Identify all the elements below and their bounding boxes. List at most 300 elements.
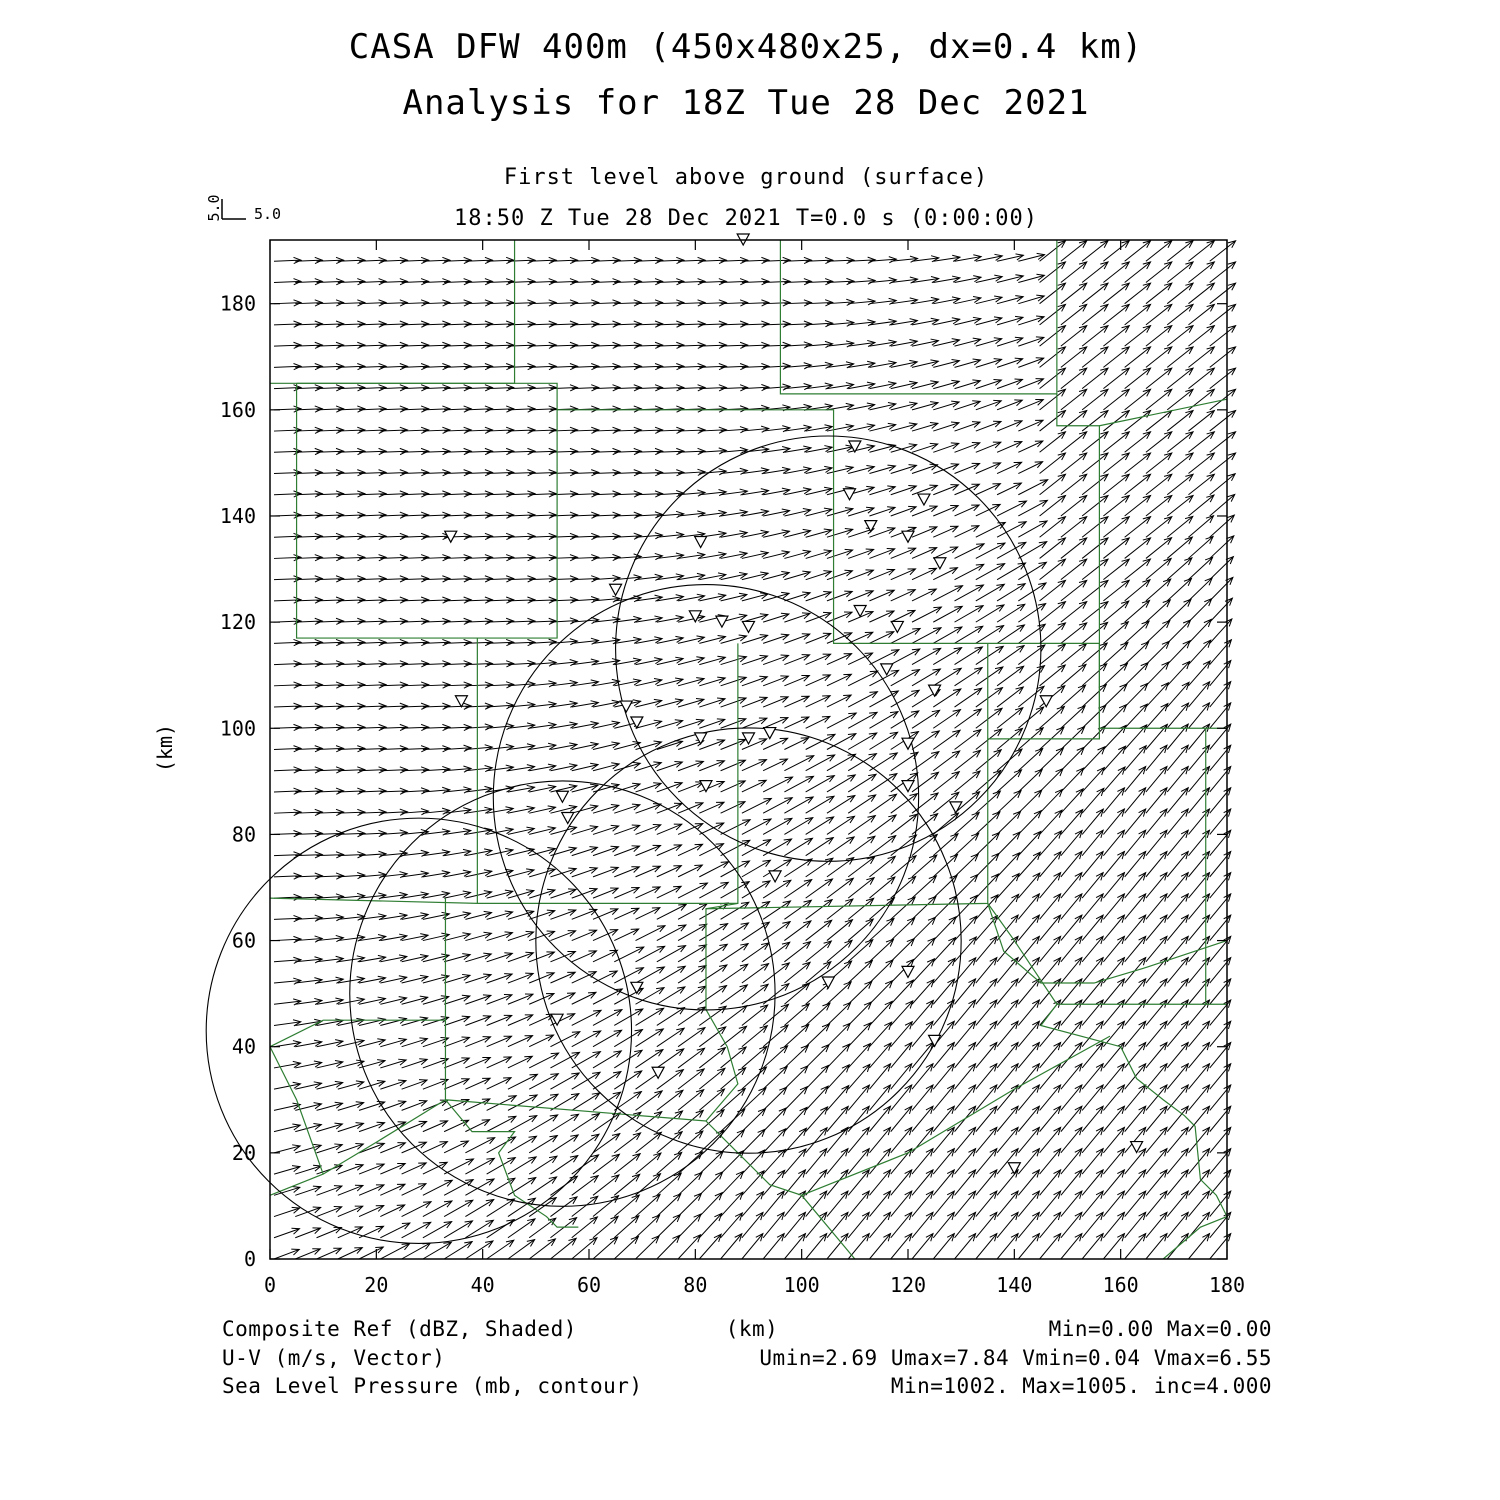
wind-vector <box>976 1000 997 1025</box>
wind-vector <box>1125 600 1150 622</box>
wind-vector <box>763 738 788 749</box>
wind-vector <box>827 1127 848 1152</box>
x-tick-label: 140 <box>996 1273 1033 1297</box>
wind-vector <box>763 697 788 707</box>
wind-vector <box>1188 661 1210 686</box>
wind-vector-head <box>528 1157 536 1163</box>
wind-vector-head <box>634 1071 642 1078</box>
wind-vector <box>848 1002 871 1025</box>
wind-vector-head <box>783 860 791 867</box>
wind-vector <box>1061 1085 1082 1110</box>
wind-vector <box>891 1234 912 1259</box>
wind-vector <box>1146 621 1170 644</box>
wind-vector <box>1082 622 1107 643</box>
wind-vector <box>1125 809 1146 834</box>
wind-vector-head <box>1037 624 1045 631</box>
wind-vector <box>997 1021 1018 1046</box>
wind-vector <box>1082 495 1108 515</box>
wind-vector <box>806 1212 827 1237</box>
wind-vector <box>1188 894 1209 919</box>
wind-vector <box>1061 1043 1082 1068</box>
y-tick-label: 80 <box>231 822 256 847</box>
wind-vector <box>1040 1234 1061 1259</box>
wind-vector <box>1146 517 1172 537</box>
wind-vector <box>1040 936 1061 961</box>
wind-vector <box>1188 745 1209 770</box>
wind-vector <box>699 1089 724 1110</box>
wind-vector <box>891 1170 912 1195</box>
wind-vector <box>912 1191 933 1216</box>
wind-vector-head <box>486 1200 494 1206</box>
wind-vector <box>997 1191 1018 1216</box>
wind-vector <box>1061 789 1083 813</box>
wind-vector <box>444 1120 469 1131</box>
wind-vector <box>997 442 1022 453</box>
wind-vector-head <box>825 838 833 845</box>
wind-vector <box>1103 241 1129 261</box>
wind-vector <box>1210 411 1236 431</box>
wind-vector <box>1018 1000 1039 1025</box>
wind-vector <box>1040 894 1061 919</box>
wind-vector <box>1103 1170 1124 1195</box>
wind-vector <box>1103 873 1124 898</box>
wind-vector <box>848 919 873 940</box>
wind-vector <box>1167 873 1188 898</box>
wind-vector <box>976 1170 997 1195</box>
wind-vector <box>1125 432 1151 452</box>
wind-vector-head <box>847 816 855 823</box>
wind-vector-head <box>912 670 920 676</box>
wind-vector <box>657 1152 682 1174</box>
wind-vector <box>955 1085 976 1110</box>
wind-vector-head <box>656 1008 664 1015</box>
footer-field2-label: U-V (m/s, Vector) <box>222 1346 446 1370</box>
wind-vector <box>784 1107 806 1131</box>
wind-vector <box>955 1127 976 1152</box>
wind-vector <box>827 695 851 707</box>
wind-vector <box>1210 474 1235 495</box>
wind-vector <box>1210 453 1236 473</box>
wind-vector <box>593 971 617 983</box>
wind-vector <box>1125 788 1146 813</box>
wind-vector <box>976 979 997 1004</box>
wind-vector <box>1040 1170 1061 1195</box>
wind-vector <box>955 688 982 707</box>
wind-vector <box>1188 368 1214 388</box>
wind-vector <box>1167 662 1189 686</box>
wind-vector <box>1103 474 1129 494</box>
wind-vector <box>1040 1127 1061 1152</box>
wind-vector-head <box>762 881 770 887</box>
wind-vector <box>891 1106 912 1131</box>
wind-vector <box>869 960 893 983</box>
wind-vector <box>1210 494 1235 516</box>
wind-vector <box>1125 538 1151 558</box>
wind-vector <box>1040 262 1066 282</box>
wind-vector <box>1040 748 1064 771</box>
wind-vector <box>976 1191 997 1216</box>
wind-vector-head <box>804 900 812 907</box>
wind-vector <box>1146 745 1167 770</box>
radar-site-marker <box>934 558 946 569</box>
wind-vector <box>869 1085 890 1110</box>
wind-vector <box>1061 894 1082 919</box>
wind-vector-head <box>591 1114 599 1121</box>
wind-vector <box>1188 326 1214 346</box>
wind-vector-head <box>465 1221 473 1227</box>
wind-vector <box>1082 1085 1103 1110</box>
wind-vector <box>1167 936 1188 961</box>
wind-vector <box>827 1003 851 1026</box>
wind-vector-head <box>443 1242 451 1248</box>
wind-vector <box>1103 851 1124 876</box>
wind-vector <box>678 1214 701 1238</box>
wind-vector <box>827 982 851 1004</box>
wind-vector-head <box>655 1050 663 1057</box>
wind-vector <box>997 483 1021 495</box>
wind-vector <box>827 1023 850 1046</box>
wind-vector <box>1040 873 1061 898</box>
wind-vector <box>317 1228 342 1238</box>
wind-vector <box>721 1151 744 1174</box>
wind-vector <box>593 1237 618 1259</box>
wind-vector-head <box>932 669 940 675</box>
wind-vector <box>1040 1085 1061 1110</box>
wind-vector <box>359 1247 383 1259</box>
wind-vector <box>678 1193 701 1216</box>
wind-vector <box>1103 979 1124 1004</box>
wind-vector <box>614 1195 639 1216</box>
wind-vector <box>1061 873 1082 898</box>
wind-vector <box>891 980 914 1004</box>
wind-vector <box>933 1106 954 1131</box>
wind-vector <box>1061 411 1087 431</box>
wind-vector <box>912 527 937 537</box>
wind-vector <box>933 1064 954 1089</box>
wind-vector <box>1040 852 1061 877</box>
wind-vector <box>1061 747 1084 770</box>
wind-vector <box>699 1151 723 1174</box>
wind-vector <box>976 1127 997 1152</box>
wind-vector <box>1103 283 1129 303</box>
wind-vector <box>1188 830 1209 855</box>
wind-vector <box>1082 894 1103 919</box>
wind-vector-head <box>826 776 834 782</box>
wind-vector <box>465 1120 489 1132</box>
wind-vector <box>1061 432 1087 452</box>
wind-vector-head <box>848 754 856 760</box>
wind-vector <box>1188 1043 1209 1068</box>
wind-vector <box>1082 559 1108 579</box>
wind-vector <box>933 526 958 537</box>
wind-vector <box>1040 283 1066 303</box>
wind-vector <box>806 716 830 728</box>
title-line-2: Analysis for 18Z Tue 28 Dec 2021 <box>402 83 1090 123</box>
wind-vector <box>1082 936 1103 961</box>
wind-vector <box>1018 852 1040 877</box>
wind-vector <box>997 1064 1018 1089</box>
wind-vector <box>1125 851 1146 876</box>
wind-vector <box>1103 1191 1124 1216</box>
wind-vector <box>1210 326 1236 346</box>
wind-vector-head <box>613 1051 621 1057</box>
wind-vector <box>1103 1085 1124 1110</box>
wind-vector-head <box>591 1155 599 1162</box>
time-label: 18:50 Z Tue 28 Dec 2021 T=0.0 s (0:00:00) <box>453 206 1039 231</box>
wind-vector <box>869 1234 890 1259</box>
wind-vector <box>295 1249 320 1259</box>
wind-vector <box>1125 283 1151 303</box>
wind-vector <box>1082 1127 1103 1152</box>
radar-site-marker <box>902 966 914 977</box>
wind-vector <box>1167 453 1193 473</box>
wind-vector <box>955 979 976 1004</box>
wind-vector <box>1167 915 1188 940</box>
wind-vector <box>1167 283 1193 303</box>
wind-vector <box>742 1171 764 1195</box>
wind-vector <box>955 1000 976 1025</box>
wind-vector <box>1125 1085 1146 1110</box>
wind-vector <box>784 1024 808 1046</box>
wind-vector <box>1040 241 1066 261</box>
wind-vector-head <box>676 1049 684 1056</box>
wind-vector <box>1188 536 1213 558</box>
wind-vector-head <box>464 1242 472 1249</box>
wind-vector <box>1146 894 1167 919</box>
wind-vector <box>1082 643 1107 664</box>
wind-vector <box>1082 411 1108 431</box>
wind-vector-head <box>485 1241 493 1248</box>
wind-vector <box>1103 495 1129 515</box>
wind-vector <box>976 1149 997 1174</box>
wind-vector <box>1125 1043 1146 1068</box>
wind-vector <box>1146 915 1167 940</box>
wind-vector-head <box>782 922 790 929</box>
wind-vector <box>806 675 831 686</box>
wind-vector <box>1210 598 1233 622</box>
wind-vector <box>1082 1234 1103 1259</box>
wind-vector <box>912 959 934 983</box>
wind-vector <box>1210 283 1236 303</box>
wind-vector <box>1125 1106 1146 1131</box>
wind-vector <box>721 1171 744 1195</box>
wind-vector <box>1167 745 1188 770</box>
wind-vector <box>912 1170 933 1195</box>
wind-vector-head <box>465 1200 473 1206</box>
wind-vector <box>1061 623 1087 643</box>
wind-vector <box>955 505 980 516</box>
wind-vector <box>1103 1127 1124 1152</box>
wind-vector <box>1146 304 1172 324</box>
wind-vector <box>678 865 702 877</box>
wind-vector <box>1061 1191 1082 1216</box>
wind-vector-head <box>890 712 898 718</box>
wind-vector <box>614 888 639 899</box>
wind-vector <box>1188 304 1214 324</box>
wind-vector-head <box>974 688 982 695</box>
wind-vector <box>1061 517 1087 537</box>
x-tick-label: 100 <box>783 1273 820 1297</box>
wind-vector <box>784 1234 805 1259</box>
wind-vector <box>912 938 935 962</box>
wind-vector <box>742 1088 766 1111</box>
wind-vector <box>699 844 723 856</box>
wind-vector-head <box>1038 562 1046 569</box>
title-line-1: CASA DFW 400m (450x480x25, dx=0.4 km) <box>348 27 1144 67</box>
radar-site-marker <box>1008 1163 1020 1174</box>
radar-site-marker <box>556 791 568 802</box>
wind-vector-head <box>592 1072 600 1078</box>
radar-site-marker <box>950 802 962 813</box>
wind-vector <box>1040 517 1066 537</box>
wind-vector <box>1146 683 1168 707</box>
wind-vector <box>1040 915 1061 940</box>
wind-vector <box>955 1064 976 1089</box>
wind-vector <box>848 1106 869 1131</box>
wind-vector <box>1188 958 1209 983</box>
radar-site-marker <box>929 1035 941 1046</box>
wind-vector <box>1082 768 1104 792</box>
wind-vector <box>1103 1106 1124 1131</box>
wind-vector <box>869 1170 890 1195</box>
wind-vector <box>848 1212 869 1237</box>
wind-vector <box>891 897 915 919</box>
y-tick-label: 180 <box>219 291 256 316</box>
wind-vector <box>806 1024 830 1047</box>
wind-vector <box>657 1194 681 1217</box>
wind-vector <box>657 1235 680 1259</box>
radar-site-marker <box>695 733 707 744</box>
wind-vector <box>1146 368 1172 388</box>
wind-vector <box>784 900 811 919</box>
wind-vector <box>1082 241 1108 261</box>
wind-vector <box>1146 1149 1167 1174</box>
wind-vector <box>891 1064 912 1089</box>
wind-vector <box>1082 1149 1103 1174</box>
wind-vector <box>1188 241 1214 261</box>
wind-vector <box>763 1191 784 1216</box>
radar-site-marker <box>743 621 755 632</box>
wind-vector-head <box>975 626 983 632</box>
wind-vector-head <box>507 1158 515 1164</box>
wind-vector <box>869 632 893 644</box>
wind-vector-head <box>995 646 1003 653</box>
wind-vector <box>529 973 554 983</box>
wind-vector <box>359 1206 384 1217</box>
wind-vector <box>1188 979 1209 1004</box>
wind-vector <box>976 895 998 919</box>
wind-vector <box>869 1022 891 1046</box>
wind-vector <box>1103 1043 1124 1068</box>
wind-vector <box>444 1141 468 1153</box>
wind-vector <box>1040 1191 1061 1216</box>
wind-vector <box>1167 558 1192 580</box>
wind-vector <box>1040 789 1063 813</box>
wind-vector <box>487 1057 512 1068</box>
wind-vector-head <box>954 627 962 633</box>
wind-vector <box>827 1086 849 1111</box>
wind-vector <box>1061 830 1082 855</box>
wind-vector <box>933 875 957 898</box>
wind-vector <box>1061 241 1087 261</box>
wind-vector <box>1103 1149 1124 1174</box>
wind-vector <box>827 674 851 685</box>
wind-vector <box>678 824 703 835</box>
wind-vector <box>912 1043 933 1068</box>
wind-vector <box>869 611 894 622</box>
wind-vector <box>1082 262 1108 282</box>
wind-vector <box>997 646 1024 665</box>
wind-vector <box>1018 480 1047 495</box>
wind-vector <box>1125 979 1146 1004</box>
wind-vector <box>1210 368 1236 388</box>
wind-vector-head <box>677 966 685 972</box>
wind-vector <box>1125 580 1150 601</box>
wind-vector-head <box>869 733 877 739</box>
wind-vector <box>955 526 979 538</box>
wind-vector <box>380 1184 405 1195</box>
wind-vector <box>1146 936 1167 961</box>
wind-vector <box>593 1216 618 1237</box>
wind-vector <box>1061 915 1082 940</box>
wind-vector <box>933 1085 954 1110</box>
wind-vector <box>508 1015 533 1026</box>
wind-vector <box>1146 1064 1167 1089</box>
wind-vector <box>869 1191 890 1216</box>
radar-site-marker <box>455 696 467 707</box>
wind-vector-head <box>826 817 834 824</box>
wind-vector-head <box>996 584 1004 590</box>
wind-vector <box>955 895 978 919</box>
y-tick-label: 120 <box>219 610 256 635</box>
wind-vector <box>1146 241 1172 261</box>
wind-vector <box>1167 767 1188 792</box>
wind-vector <box>1040 1212 1061 1237</box>
wind-vector <box>933 506 958 516</box>
wind-vector <box>1210 304 1236 324</box>
wind-vector <box>1125 894 1146 919</box>
wind-vector <box>1082 304 1108 324</box>
wind-vector-head <box>678 946 686 952</box>
wind-vector <box>1082 726 1105 749</box>
wind-vector-head <box>784 818 792 824</box>
wind-vector-head <box>719 986 727 993</box>
wind-vector <box>1188 1085 1209 1110</box>
wind-vector <box>742 1192 764 1217</box>
wind-vector <box>1082 873 1103 898</box>
wind-vector <box>1061 644 1087 665</box>
wind-vector <box>465 1078 490 1089</box>
wind-vector <box>806 1149 827 1174</box>
wind-vector <box>1082 915 1103 940</box>
wind-vector-head <box>486 1179 494 1185</box>
wind-vector <box>1125 1149 1146 1174</box>
wind-vector <box>657 1132 682 1153</box>
wind-vector <box>1167 1191 1188 1216</box>
wind-vector-head <box>550 1094 558 1100</box>
wind-vector <box>763 1004 788 1025</box>
wind-vector <box>636 887 661 898</box>
wind-vector <box>848 632 873 643</box>
wind-vector <box>487 1240 514 1259</box>
wind-vector <box>1082 1021 1103 1046</box>
wind-vector <box>1082 347 1108 367</box>
wind-vector <box>699 823 723 834</box>
wind-vector-head <box>996 626 1004 633</box>
wind-vector <box>614 929 638 941</box>
wind-vector-head <box>591 1134 599 1141</box>
wind-vector <box>742 1109 766 1132</box>
